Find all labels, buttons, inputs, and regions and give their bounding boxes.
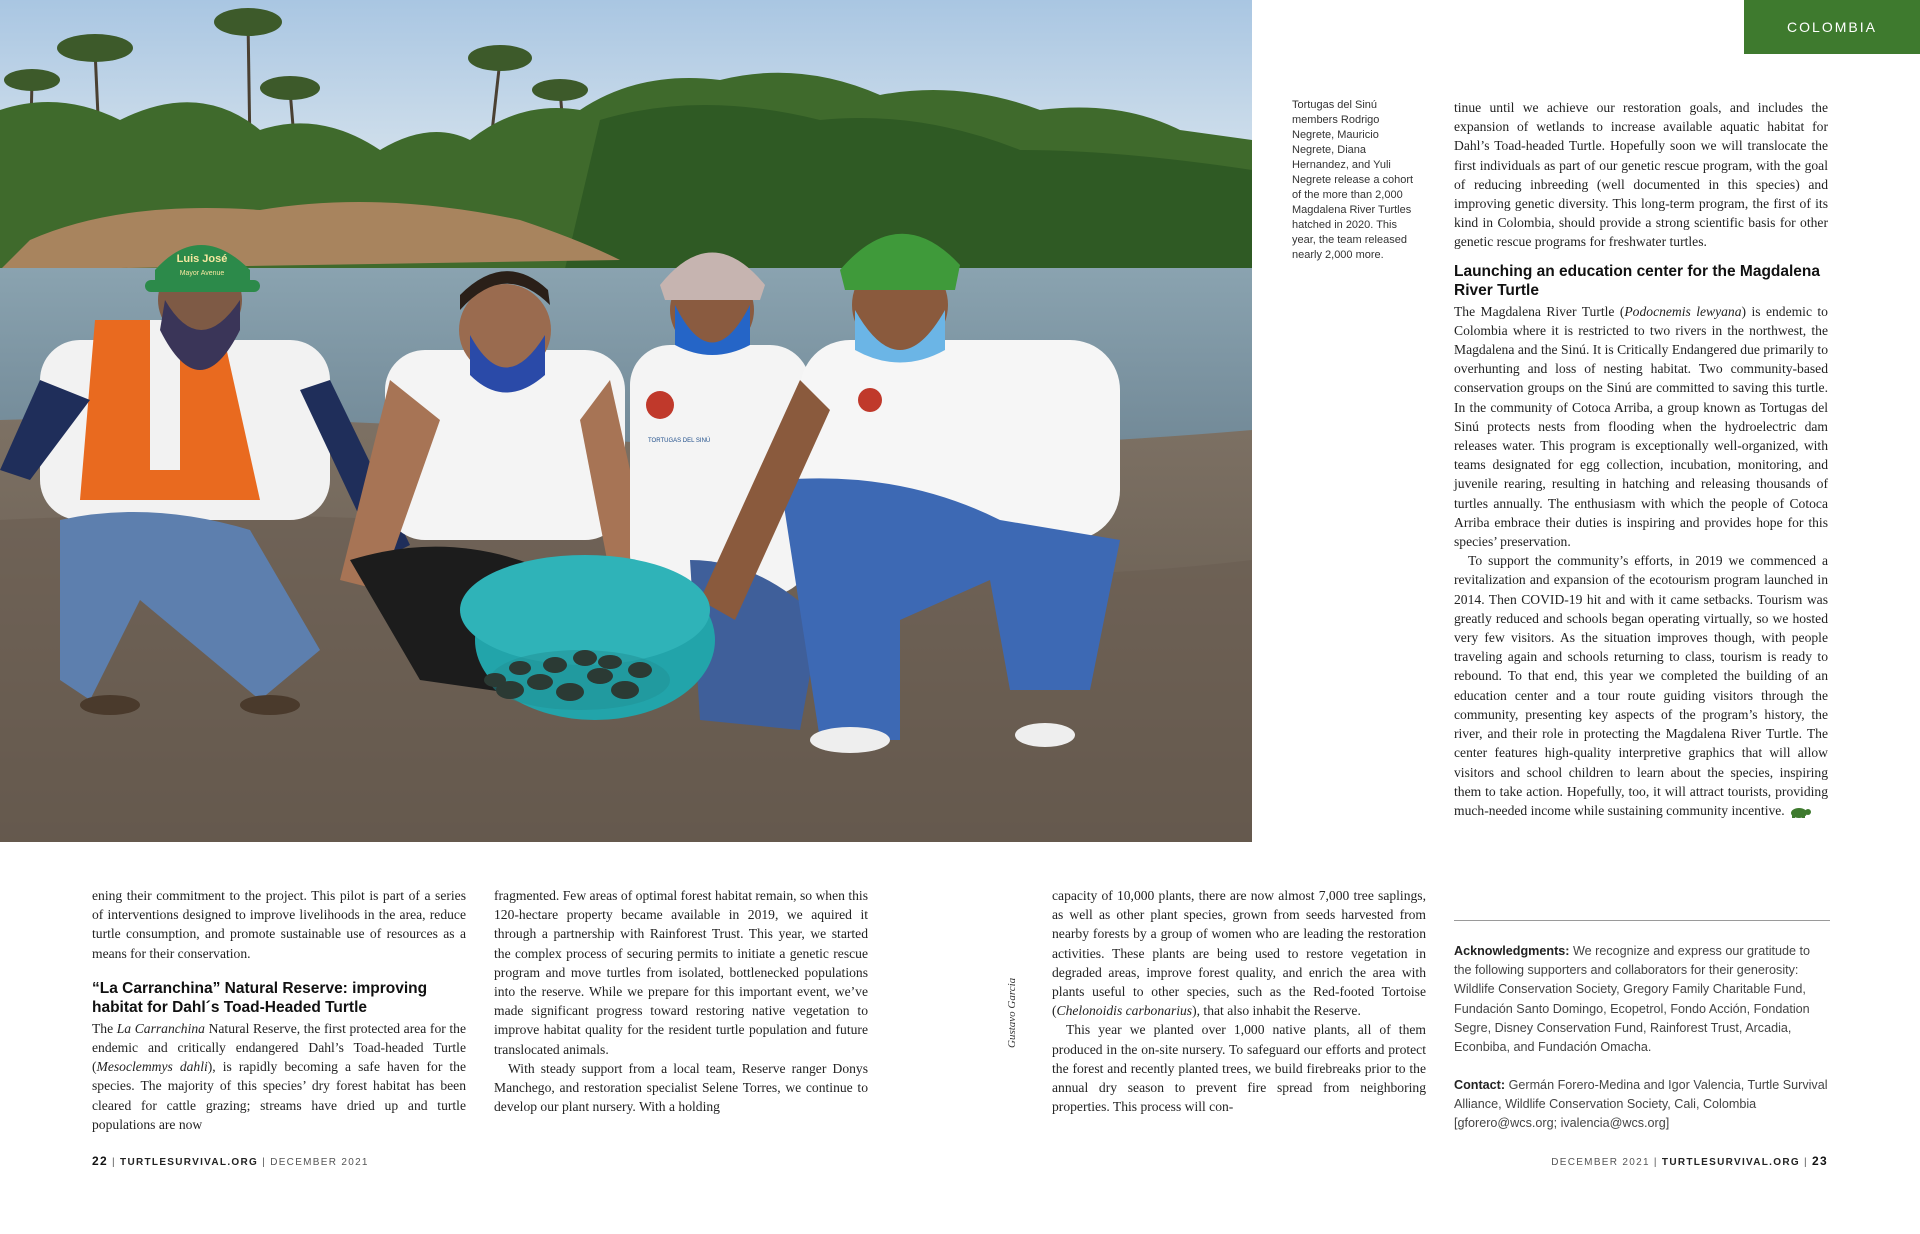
contact-label: Contact: bbox=[1454, 1078, 1506, 1092]
acknowledgments bbox=[1454, 942, 1828, 1057]
site-name: TURTLESURVIVAL.ORG bbox=[1661, 1157, 1800, 1168]
paragraph: The Magdalena River Turtle (Podocnemis lewyana) is endemic to Colombia where it is restricted to two rivers in the northwest, the Magdalena and the Sinú. It is Critically Endangered due primarily to overhunting and loss of nesting habitat. Two community-based conservation groups on the Sinú are committed to saving this turtle. In the community of Cotoca Arriba, a group known as Tortugas del Sinú protects nests from flooding when the hydroelectric dam releases water. This program is exceptionally well-organized, with teams designated for egg collection, incubation, monitoring, and juvenile rearing, resulting in hatching and releasing thousands of turtles annually. The enthusiasm with which the people of Cotoca Arriba embrace their duties is inspiring and provides hope for this species’ preservation. bbox=[1454, 303, 1828, 550]
hero-photo bbox=[0, 0, 1252, 842]
photo-credit: Gustavo Garcia bbox=[1006, 977, 1018, 1048]
page-number: 23 bbox=[1812, 1154, 1828, 1168]
page-number: 22 bbox=[92, 1154, 108, 1168]
cap-text-1: Luis José bbox=[176, 253, 228, 265]
column-4 bbox=[1454, 98, 1828, 820]
contact bbox=[1454, 1076, 1828, 1134]
paragraph: fragmented. Few areas of optimal forest habitat remain, so when this 120-hectare property became available in 2019, we aquired it through a partnership with Rainforest Trust. This year, we started the complex process of securing permits to initiate a genetic rescue program and move turtles from isolated, bottlenecked populations into the reserve. While we prepare for this important event, we’ve made significant progress toward restoring native vegetation to improve habitat quality for the resident turtle population and future translocated animals. bbox=[494, 888, 868, 1057]
section-tab: COLOMBIA bbox=[1744, 0, 1920, 54]
acknowledgments-text: We recognize and express our gratitude to the following supporters and collaborators for their generosity: Wildlife Conservation Society, Gregory Family Charitable Fund, Fundación Santo Domingo, Ecopetrol, Fondo Acción, Fondation Segre, Disney Conservation Fund, Rainforest Trust, Arcadia, Econbiba, and Fundación Omacha. bbox=[1454, 944, 1811, 1055]
paragraph: To support the community’s efforts, in 2019 we commenced a revitalization and expansion of the ecotourism program launched in 2014. Then COVID-19 hit and with it came setbacks. Tourism was greatly reduced and schools began operating virtually, so we hosted very few visitors. As the situation improves though, with people traveling again and schools returning to class, tourism is ready to rebound. To that end, this year we completed the building of an education center and a tour route guiding visitors through the community, presenting key aspects of the program’s history, the river, and their role in protecting the Magdalena River Turtle. The center features high-quality interpretive graphics that will allow visitors and school children to learn about the species, inspiring them to take action. Hopefully, too, it will attract tourists, providing much-needed income while sustaining community incentive. bbox=[1454, 553, 1828, 818]
column-2 bbox=[494, 886, 868, 1116]
paragraph: This year we planted over 1,000 native plants, all of them produced in the on-site nursery. To safeguard our efforts and protect the forest and recently planted trees, we build firebreaks prior to the annual dry season to prevent fire spread from neighboring properties. This process will con- bbox=[1052, 1022, 1426, 1115]
divider bbox=[1454, 920, 1830, 921]
issue-date: DECEMBER 2021 bbox=[1551, 1157, 1650, 1168]
section-heading-education-center: Launching an education center for the Magdalena River Turtle bbox=[1454, 262, 1821, 299]
site-name: TURTLESURVIVAL.ORG bbox=[120, 1157, 259, 1168]
acknowledgments-label: Acknowledgments: bbox=[1454, 944, 1570, 958]
column-1 bbox=[92, 886, 466, 1134]
turtle-end-mark-icon bbox=[1788, 805, 1812, 818]
paragraph: ening their commitment to the project. This pilot is part of a series of interventions designed to improve livelihoods in the area, reduce turtle consumption, and promote sustainable use of resources as a means for their conservation. bbox=[92, 888, 466, 961]
shirt-logo: TORTUGAS DEL SINÚ bbox=[648, 438, 711, 444]
cap-text-2: Mayor Avenue bbox=[179, 270, 225, 277]
issue-date: DECEMBER 2021 bbox=[270, 1157, 369, 1168]
paragraph: capacity of 10,000 plants, there are now almost 7,000 tree saplings, as well as other plant species, grown from seeds harvested from nearby forests by a group of women who are leading the restoration activities. These plants are being used to restore vegetation in degraded areas, improve forest quality, and enrich the area with plants useful to other species, such as the Red-footed Tortoise (Chelonoidis carbonarius), that also inhabit the Reserve. bbox=[1052, 888, 1426, 1019]
photo-illustration bbox=[0, 0, 1252, 842]
section-heading-carranchina: “La Carranchina” Natural Reserve: improving habitat for Dahl´s Toad-Headed Turtle bbox=[92, 979, 428, 1016]
column-3 bbox=[1052, 886, 1426, 1116]
paragraph: tinue until we achieve our restoration goals, and includes the expansion of wetlands to increase available aquatic habitat for Dahl’s Toad-headed Turtle. Hopefully soon we will translocate the first individuals as part of our genetic rescue program, with the goal of reducing inbreeding (well documented in this species) and improving genetic diversity. This long-term program, the first of its kind in Colombia, should provide a strong scientific basis for other genetic rescue programs for freshwater turtles. bbox=[1454, 100, 1828, 250]
footer-right: DECEMBER 2021 | TURTLESURVIVAL.ORG | 23 bbox=[1551, 1154, 1828, 1168]
footer-left: 22 | TURTLESURVIVAL.ORG | DECEMBER 2021 bbox=[92, 1154, 369, 1168]
paragraph: With steady support from a local team, Reserve ranger Donys Manchego, and restoration specialist Selene Torres, we continue to develop our plant nursery. With a holding bbox=[494, 1060, 868, 1115]
contact-text: Germán Forero-Medina and Igor Valencia, Turtle Survival Alliance, Wildlife Conservation Society, Cali, Colombia [gforero@wcs.org; ivalencia@wcs.org] bbox=[1454, 1078, 1828, 1131]
paragraph: The La Carranchina Natural Reserve, the first protected area for the endemic and critically endangered Dahl’s Toad-headed Turtle (Mesoclemmys dahli), is rapidly becoming a safe haven for the species. The majority of this species’ dry forest habitat has been cleared for cattle grazing; streams have dried up and turtle populations are now bbox=[92, 1020, 466, 1132]
photo-caption: Tortugas del Sinú members Rodrigo Negrete, Mauricio Negrete, Diana Hernandez, and Yuli Negrete release a cohort of the more than 2,000 Magdalena River Turtles hatched in 2020. This year, the team released nearly 2,000 more. bbox=[1292, 99, 1414, 261]
